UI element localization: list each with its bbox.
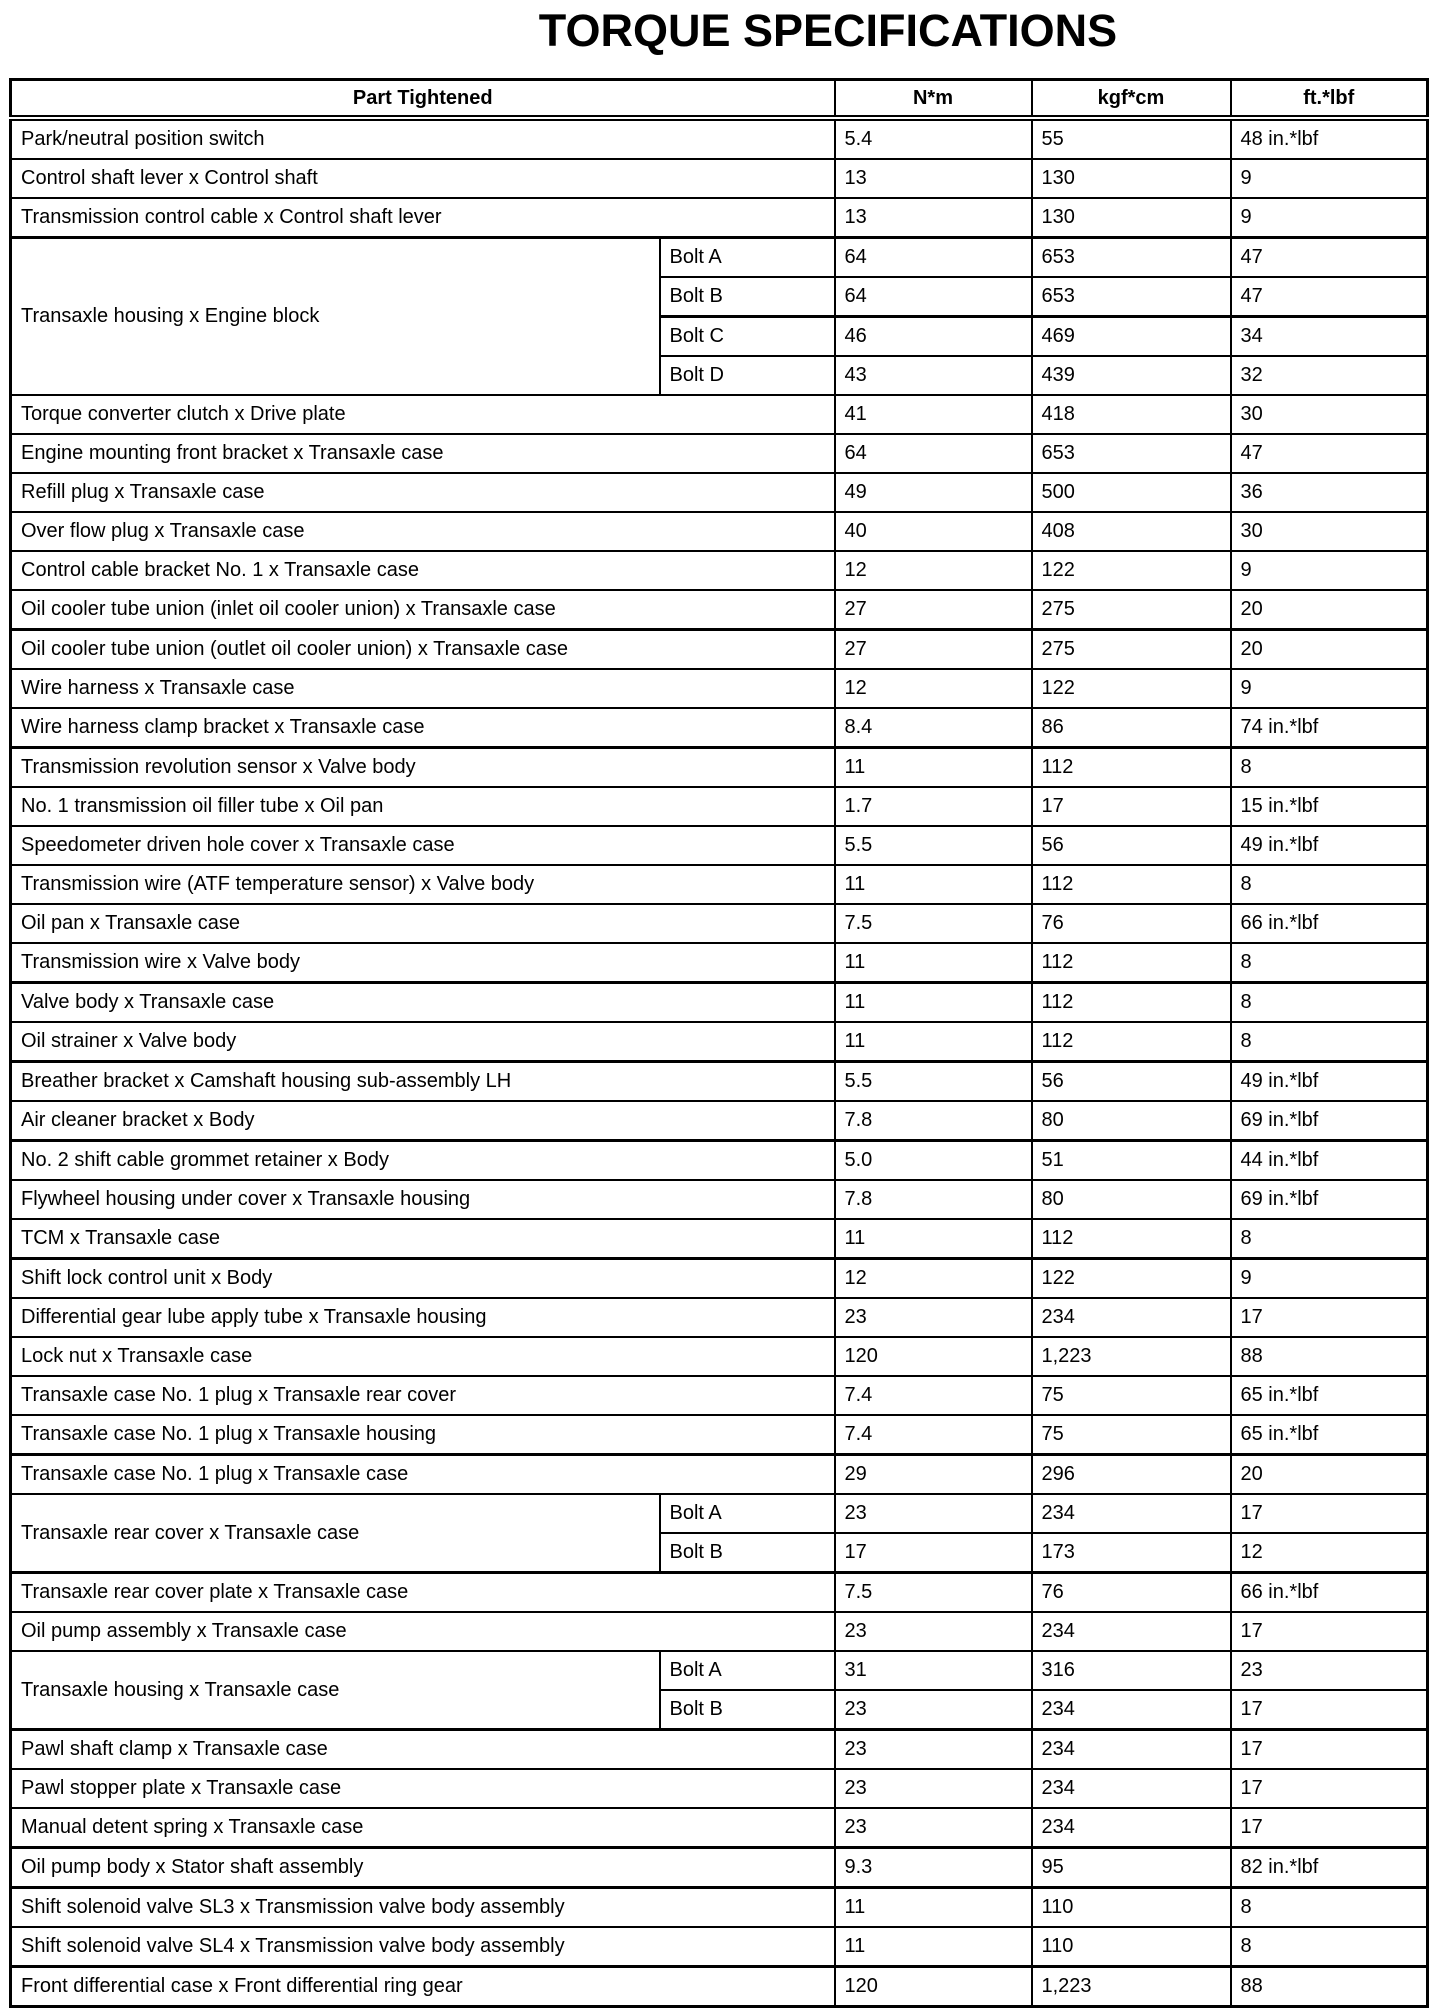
kgf-cell: 653 — [1032, 277, 1231, 317]
ft-cell: 9 — [1231, 669, 1428, 708]
ft-cell: 17 — [1231, 1690, 1428, 1730]
part-cell: Shift solenoid valve SL3 x Transmission valve body assembly — [11, 1888, 835, 1928]
nm-cell: 23 — [835, 1730, 1032, 1770]
kgf-cell: 653 — [1032, 434, 1231, 473]
kgf-cell: 173 — [1032, 1533, 1231, 1573]
kgf-cell: 76 — [1032, 1573, 1231, 1613]
table-row — [11, 1927, 1428, 1967]
kgf-cell: 234 — [1032, 1298, 1231, 1337]
nm-cell: 7.4 — [835, 1376, 1032, 1415]
kgf-cell: 653 — [1032, 238, 1231, 278]
kgf-cell: 234 — [1032, 1769, 1231, 1808]
kgf-cell: 130 — [1032, 198, 1231, 238]
nm-cell: 11 — [835, 865, 1032, 904]
kgf-cell: 76 — [1032, 904, 1231, 943]
table-row — [11, 1219, 1428, 1259]
kgf-cell: 130 — [1032, 159, 1231, 198]
part-cell: TCM x Transaxle case — [11, 1219, 835, 1259]
kgf-cell: 234 — [1032, 1494, 1231, 1533]
part-cell: No. 1 transmission oil filler tube x Oil pan — [11, 787, 835, 826]
column-header-part: Part Tightened — [11, 80, 835, 119]
part-cell: Oil cooler tube union (outlet oil cooler union) x Transaxle case — [11, 630, 835, 670]
ft-cell: 66 in.*lbf — [1231, 1573, 1428, 1613]
kgf-cell: 112 — [1032, 1022, 1231, 1062]
kgf-cell: 408 — [1032, 512, 1231, 551]
part-cell: Valve body x Transaxle case — [11, 983, 835, 1023]
ft-cell: 23 — [1231, 1651, 1428, 1690]
table-row — [11, 1022, 1428, 1062]
ft-cell: 20 — [1231, 590, 1428, 630]
kgf-cell: 75 — [1032, 1376, 1231, 1415]
nm-cell: 46 — [835, 317, 1032, 357]
ft-cell: 30 — [1231, 395, 1428, 434]
ft-cell: 34 — [1231, 317, 1428, 357]
table-row — [11, 551, 1428, 590]
table-row — [11, 1141, 1428, 1181]
bolt-cell: Bolt D — [660, 356, 835, 395]
ft-cell: 65 in.*lbf — [1231, 1376, 1428, 1415]
table-row — [11, 198, 1428, 238]
part-cell: Oil cooler tube union (inlet oil cooler union) x Transaxle case — [11, 590, 835, 630]
table-row — [11, 787, 1428, 826]
part-cell: Transmission wire (ATF temperature sensor) x Valve body — [11, 865, 835, 904]
kgf-cell: 112 — [1032, 1219, 1231, 1259]
kgf-cell: 469 — [1032, 317, 1231, 357]
kgf-cell: 1,223 — [1032, 1967, 1231, 2007]
part-cell: Control shaft lever x Control shaft — [11, 159, 835, 198]
kgf-cell: 296 — [1032, 1455, 1231, 1495]
ft-cell: 9 — [1231, 551, 1428, 590]
nm-cell: 1.7 — [835, 787, 1032, 826]
table-row — [11, 904, 1428, 943]
bolt-cell: Bolt B — [660, 1533, 835, 1573]
bolt-cell: Bolt C — [660, 317, 835, 357]
column-header-kgf: kgf*cm — [1032, 80, 1231, 119]
kgf-cell: 86 — [1032, 708, 1231, 748]
table-row — [11, 1101, 1428, 1141]
kgf-cell: 112 — [1032, 983, 1231, 1023]
part-cell: Engine mounting front bracket x Transaxle case — [11, 434, 835, 473]
kgf-cell: 275 — [1032, 630, 1231, 670]
part-cell: Over flow plug x Transaxle case — [11, 512, 835, 551]
ft-cell: 17 — [1231, 1298, 1428, 1337]
ft-cell: 8 — [1231, 1022, 1428, 1062]
nm-cell: 11 — [835, 983, 1032, 1023]
bolt-cell: Bolt A — [660, 1494, 835, 1533]
nm-cell: 12 — [835, 551, 1032, 590]
table-body — [11, 118, 1428, 2007]
nm-cell: 5.5 — [835, 1062, 1032, 1102]
table-row — [11, 1062, 1428, 1102]
table-row — [11, 473, 1428, 512]
table-row — [11, 238, 1428, 278]
ft-cell: 47 — [1231, 277, 1428, 317]
kgf-cell: 122 — [1032, 1259, 1231, 1299]
ft-cell: 69 in.*lbf — [1231, 1101, 1428, 1141]
nm-cell: 13 — [835, 159, 1032, 198]
nm-cell: 120 — [835, 1337, 1032, 1376]
torque-spec-table — [9, 78, 1429, 2008]
kgf-cell: 55 — [1032, 118, 1231, 159]
part-cell: Transaxle housing x Transaxle case — [11, 1651, 660, 1730]
table-row — [11, 865, 1428, 904]
nm-cell: 17 — [835, 1533, 1032, 1573]
part-cell: Breather bracket x Camshaft housing sub-assembly LH — [11, 1062, 835, 1102]
ft-cell: 88 — [1231, 1967, 1428, 2007]
table-row — [11, 669, 1428, 708]
kgf-cell: 500 — [1032, 473, 1231, 512]
kgf-cell: 122 — [1032, 669, 1231, 708]
part-cell: Refill plug x Transaxle case — [11, 473, 835, 512]
part-cell: Speedometer driven hole cover x Transaxle case — [11, 826, 835, 865]
table-row — [11, 748, 1428, 788]
table-row — [11, 1651, 1428, 1690]
ft-cell: 82 in.*lbf — [1231, 1848, 1428, 1888]
nm-cell: 12 — [835, 669, 1032, 708]
ft-cell: 17 — [1231, 1612, 1428, 1651]
column-header-nm: N*m — [835, 80, 1032, 119]
table-row — [11, 630, 1428, 670]
bolt-cell: Bolt A — [660, 238, 835, 278]
ft-cell: 8 — [1231, 865, 1428, 904]
nm-cell: 64 — [835, 277, 1032, 317]
table-row — [11, 118, 1428, 159]
kgf-cell: 122 — [1032, 551, 1231, 590]
ft-cell: 8 — [1231, 748, 1428, 788]
nm-cell: 23 — [835, 1808, 1032, 1848]
table-row — [11, 1769, 1428, 1808]
ft-cell: 9 — [1231, 198, 1428, 238]
nm-cell: 11 — [835, 1927, 1032, 1967]
table-row — [11, 1180, 1428, 1219]
kgf-cell: 439 — [1032, 356, 1231, 395]
page-title: TORQUE SPECIFICATIONS — [538, 5, 1118, 56]
kgf-cell: 75 — [1032, 1415, 1231, 1455]
table-row — [11, 1808, 1428, 1848]
ft-cell: 49 in.*lbf — [1231, 1062, 1428, 1102]
part-cell: Transaxle rear cover plate x Transaxle case — [11, 1573, 835, 1613]
part-cell: Lock nut x Transaxle case — [11, 1337, 835, 1376]
nm-cell: 11 — [835, 943, 1032, 983]
part-cell: Transaxle housing x Engine block — [11, 238, 660, 396]
kgf-cell: 316 — [1032, 1651, 1231, 1690]
ft-cell: 88 — [1231, 1337, 1428, 1376]
part-cell: Transmission wire x Valve body — [11, 943, 835, 983]
ft-cell: 49 in.*lbf — [1231, 826, 1428, 865]
part-cell: Shift solenoid valve SL4 x Transmission valve body assembly — [11, 1927, 835, 1967]
bolt-cell: Bolt A — [660, 1651, 835, 1690]
ft-cell: 8 — [1231, 1927, 1428, 1967]
table-row — [11, 943, 1428, 983]
nm-cell: 7.4 — [835, 1415, 1032, 1455]
nm-cell: 7.8 — [835, 1180, 1032, 1219]
nm-cell: 13 — [835, 198, 1032, 238]
table-row — [11, 1337, 1428, 1376]
table-row — [11, 1376, 1428, 1415]
part-cell: Transaxle case No. 1 plug x Transaxle housing — [11, 1415, 835, 1455]
kgf-cell: 112 — [1032, 748, 1231, 788]
ft-cell: 47 — [1231, 238, 1428, 278]
ft-cell: 69 in.*lbf — [1231, 1180, 1428, 1219]
bolt-cell: Bolt B — [660, 1690, 835, 1730]
part-cell: Wire harness clamp bracket x Transaxle case — [11, 708, 835, 748]
ft-cell: 8 — [1231, 1219, 1428, 1259]
part-cell: Transaxle case No. 1 plug x Transaxle case — [11, 1455, 835, 1495]
table-row — [11, 1259, 1428, 1299]
ft-cell: 20 — [1231, 630, 1428, 670]
nm-cell: 9.3 — [835, 1848, 1032, 1888]
part-cell: Front differential case x Front differential ring gear — [11, 1967, 835, 2007]
table-row — [11, 1494, 1428, 1533]
table-row — [11, 512, 1428, 551]
table-row — [11, 1455, 1428, 1495]
table-row — [11, 1888, 1428, 1928]
part-cell: Transaxle case No. 1 plug x Transaxle rear cover — [11, 1376, 835, 1415]
ft-cell: 44 in.*lbf — [1231, 1141, 1428, 1181]
kgf-cell: 17 — [1032, 787, 1231, 826]
kgf-cell: 418 — [1032, 395, 1231, 434]
ft-cell: 65 in.*lbf — [1231, 1415, 1428, 1455]
kgf-cell: 80 — [1032, 1180, 1231, 1219]
table-row — [11, 434, 1428, 473]
nm-cell: 11 — [835, 1022, 1032, 1062]
nm-cell: 27 — [835, 590, 1032, 630]
kgf-cell: 275 — [1032, 590, 1231, 630]
kgf-cell: 110 — [1032, 1888, 1231, 1928]
ft-cell: 47 — [1231, 434, 1428, 473]
kgf-cell: 56 — [1032, 1062, 1231, 1102]
part-cell: Oil pan x Transaxle case — [11, 904, 835, 943]
part-cell: Transmission control cable x Control shaft lever — [11, 198, 835, 238]
part-cell: Air cleaner bracket x Body — [11, 1101, 835, 1141]
part-cell: Torque converter clutch x Drive plate — [11, 395, 835, 434]
kgf-cell: 112 — [1032, 943, 1231, 983]
ft-cell: 20 — [1231, 1455, 1428, 1495]
table-row — [11, 708, 1428, 748]
table-row — [11, 1848, 1428, 1888]
bolt-cell: Bolt B — [660, 277, 835, 317]
nm-cell: 5.5 — [835, 826, 1032, 865]
kgf-cell: 80 — [1032, 1101, 1231, 1141]
part-cell: Flywheel housing under cover x Transaxle housing — [11, 1180, 835, 1219]
nm-cell: 12 — [835, 1259, 1032, 1299]
part-cell: Wire harness x Transaxle case — [11, 669, 835, 708]
header-row — [11, 80, 1428, 119]
table-row — [11, 1730, 1428, 1770]
nm-cell: 11 — [835, 748, 1032, 788]
kgf-cell: 112 — [1032, 865, 1231, 904]
table-row — [11, 1612, 1428, 1651]
ft-cell: 66 in.*lbf — [1231, 904, 1428, 943]
part-cell: Pawl stopper plate x Transaxle case — [11, 1769, 835, 1808]
table-row — [11, 826, 1428, 865]
ft-cell: 17 — [1231, 1494, 1428, 1533]
ft-cell: 30 — [1231, 512, 1428, 551]
ft-cell: 12 — [1231, 1533, 1428, 1573]
part-cell: Transaxle rear cover x Transaxle case — [11, 1494, 660, 1573]
ft-cell: 17 — [1231, 1808, 1428, 1848]
table-row — [11, 590, 1428, 630]
ft-cell: 36 — [1231, 473, 1428, 512]
ft-cell: 17 — [1231, 1769, 1428, 1808]
nm-cell: 64 — [835, 434, 1032, 473]
nm-cell: 7.5 — [835, 1573, 1032, 1613]
part-cell: Pawl shaft clamp x Transaxle case — [11, 1730, 835, 1770]
ft-cell: 8 — [1231, 1888, 1428, 1928]
table-row — [11, 983, 1428, 1023]
nm-cell: 49 — [835, 473, 1032, 512]
kgf-cell: 95 — [1032, 1848, 1231, 1888]
kgf-cell: 1,223 — [1032, 1337, 1231, 1376]
ft-cell: 32 — [1231, 356, 1428, 395]
nm-cell: 11 — [835, 1888, 1032, 1928]
nm-cell: 27 — [835, 630, 1032, 670]
part-cell: No. 2 shift cable grommet retainer x Body — [11, 1141, 835, 1181]
kgf-cell: 56 — [1032, 826, 1231, 865]
nm-cell: 23 — [835, 1494, 1032, 1533]
nm-cell: 8.4 — [835, 708, 1032, 748]
ft-cell: 9 — [1231, 159, 1428, 198]
nm-cell: 23 — [835, 1612, 1032, 1651]
column-header-ft: ft.*lbf — [1231, 80, 1428, 119]
kgf-cell: 110 — [1032, 1927, 1231, 1967]
part-cell: Transmission revolution sensor x Valve body — [11, 748, 835, 788]
nm-cell: 23 — [835, 1769, 1032, 1808]
kgf-cell: 234 — [1032, 1730, 1231, 1770]
kgf-cell: 234 — [1032, 1690, 1231, 1730]
nm-cell: 120 — [835, 1967, 1032, 2007]
ft-cell: 74 in.*lbf — [1231, 708, 1428, 748]
nm-cell: 7.5 — [835, 904, 1032, 943]
nm-cell: 40 — [835, 512, 1032, 551]
nm-cell: 23 — [835, 1298, 1032, 1337]
part-cell: Oil pump body x Stator shaft assembly — [11, 1848, 835, 1888]
part-cell: Oil pump assembly x Transaxle case — [11, 1612, 835, 1651]
ft-cell: 17 — [1231, 1730, 1428, 1770]
ft-cell: 8 — [1231, 943, 1428, 983]
nm-cell: 31 — [835, 1651, 1032, 1690]
kgf-cell: 234 — [1032, 1808, 1231, 1848]
part-cell: Shift lock control unit x Body — [11, 1259, 835, 1299]
nm-cell: 5.4 — [835, 118, 1032, 159]
part-cell: Park/neutral position switch — [11, 118, 835, 159]
nm-cell: 43 — [835, 356, 1032, 395]
table-row — [11, 1298, 1428, 1337]
part-cell: Oil strainer x Valve body — [11, 1022, 835, 1062]
nm-cell: 23 — [835, 1690, 1032, 1730]
part-cell: Manual detent spring x Transaxle case — [11, 1808, 835, 1848]
part-cell: Differential gear lube apply tube x Transaxle housing — [11, 1298, 835, 1337]
kgf-cell: 51 — [1032, 1141, 1231, 1181]
table-row — [11, 1967, 1428, 2007]
nm-cell: 11 — [835, 1219, 1032, 1259]
kgf-cell: 234 — [1032, 1612, 1231, 1651]
nm-cell: 64 — [835, 238, 1032, 278]
nm-cell: 5.0 — [835, 1141, 1032, 1181]
table-row — [11, 1573, 1428, 1613]
part-cell: Control cable bracket No. 1 x Transaxle case — [11, 551, 835, 590]
table-row — [11, 395, 1428, 434]
table-row — [11, 1415, 1428, 1455]
ft-cell: 9 — [1231, 1259, 1428, 1299]
ft-cell: 48 in.*lbf — [1231, 118, 1428, 159]
table-row — [11, 159, 1428, 198]
nm-cell: 29 — [835, 1455, 1032, 1495]
nm-cell: 41 — [835, 395, 1032, 434]
ft-cell: 8 — [1231, 983, 1428, 1023]
nm-cell: 7.8 — [835, 1101, 1032, 1141]
ft-cell: 15 in.*lbf — [1231, 787, 1428, 826]
